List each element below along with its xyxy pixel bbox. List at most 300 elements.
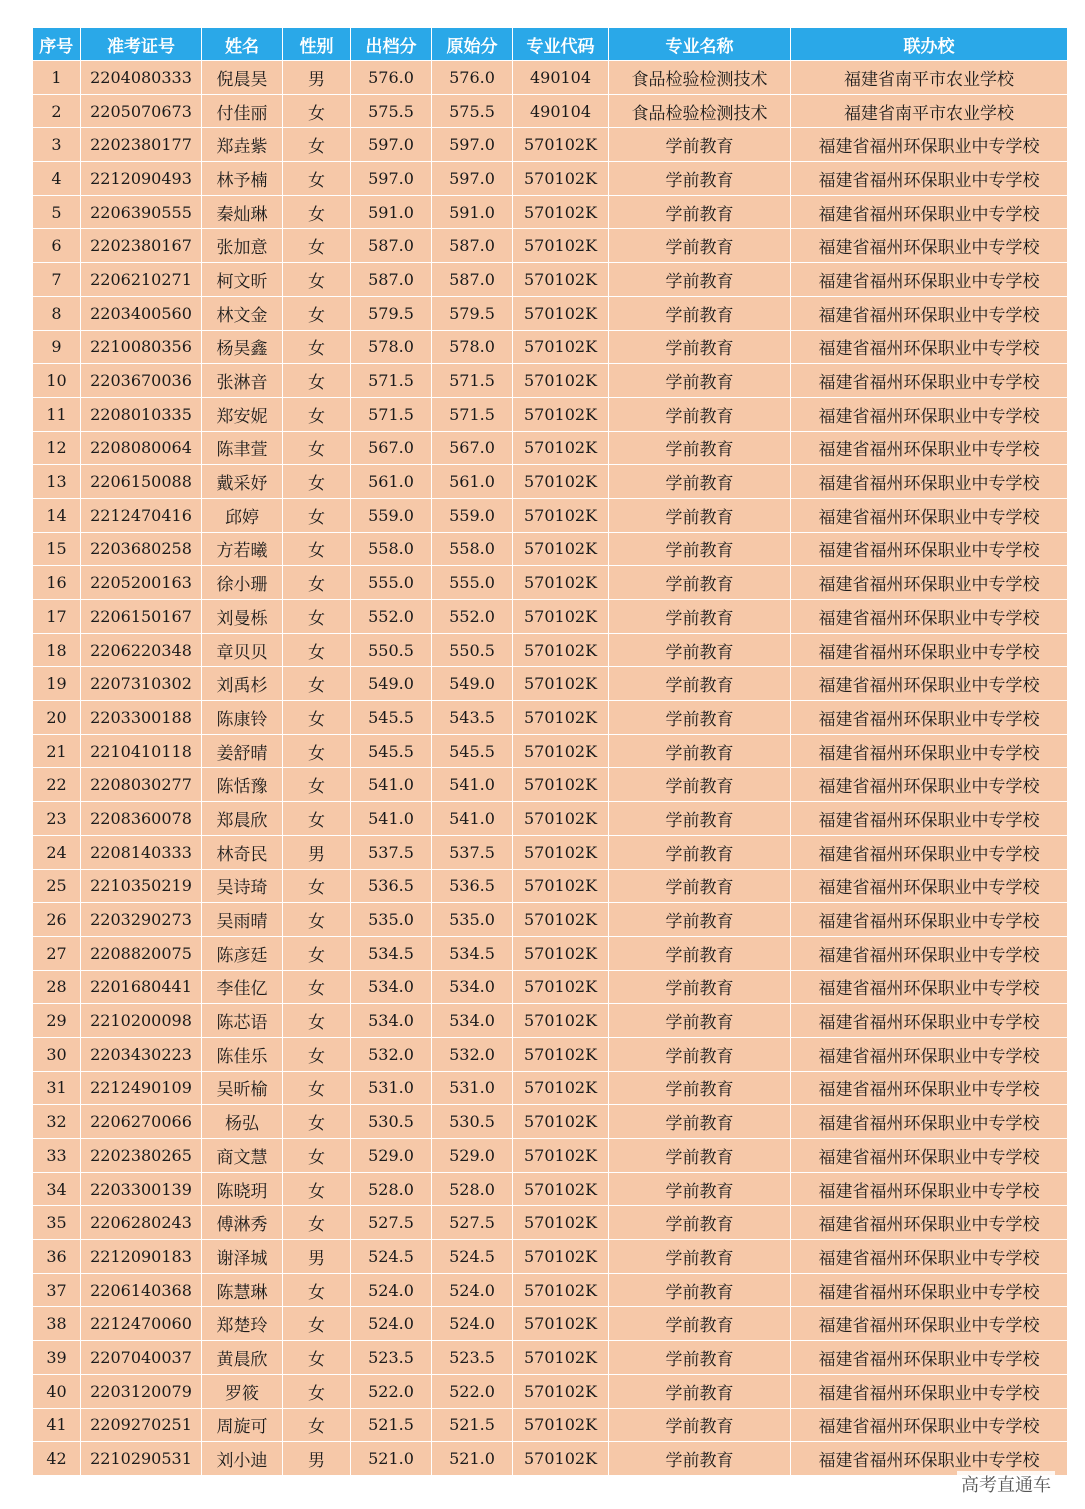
cell-exam-id: 2208080064: [81, 431, 202, 465]
cell-raw-score: 523.5: [432, 1341, 513, 1375]
cell-exam-id: 2208820075: [81, 936, 202, 970]
cell-major: 学前教育: [609, 330, 791, 364]
header-major-code: 专业代码: [513, 28, 609, 61]
header-raw-score: 原始分: [432, 28, 513, 61]
table-body: [33, 61, 1068, 1476]
cell-school: 福建省福州环保职业中专学校: [791, 936, 1068, 970]
cell-gender: 女: [283, 1206, 351, 1240]
cell-raw-score: 576.0: [432, 61, 513, 95]
cell-major-code: 490104: [513, 94, 609, 128]
cell-serial: 19: [33, 667, 81, 701]
cell-name: 郑垚紫: [202, 128, 283, 162]
cell-exam-id: 2202380265: [81, 1139, 202, 1173]
cell-name: 方若曦: [202, 532, 283, 566]
cell-filing-score: 552.0: [351, 600, 432, 634]
cell-serial: 30: [33, 1037, 81, 1071]
cell-serial: 32: [33, 1105, 81, 1139]
table-row: [33, 1408, 1068, 1442]
cell-major-code: 570102K: [513, 667, 609, 701]
cell-major-code: 570102K: [513, 1240, 609, 1274]
cell-school: 福建省福州环保职业中专学校: [791, 229, 1068, 263]
cell-gender: 男: [283, 835, 351, 869]
cell-filing-score: 530.5: [351, 1105, 432, 1139]
cell-name: 杨弘: [202, 1105, 283, 1139]
cell-gender: 女: [283, 431, 351, 465]
cell-filing-score: 571.5: [351, 397, 432, 431]
table-row: [33, 229, 1068, 263]
cell-major-code: 570102K: [513, 1004, 609, 1038]
cell-school: 福建省南平市农业学校: [791, 61, 1068, 95]
cell-school: 福建省福州环保职业中专学校: [791, 263, 1068, 297]
cell-raw-score: 521.5: [432, 1408, 513, 1442]
cell-raw-score: 550.5: [432, 633, 513, 667]
cell-school: 福建省福州环保职业中专学校: [791, 128, 1068, 162]
cell-gender: 女: [283, 566, 351, 600]
cell-serial: 35: [33, 1206, 81, 1240]
cell-filing-score: 527.5: [351, 1206, 432, 1240]
cell-exam-id: 2202380177: [81, 128, 202, 162]
cell-raw-score: 524.5: [432, 1240, 513, 1274]
cell-raw-score: 543.5: [432, 701, 513, 735]
cell-exam-id: 2203430223: [81, 1037, 202, 1071]
cell-major-code: 570102K: [513, 768, 609, 802]
cell-raw-score: 561.0: [432, 465, 513, 499]
cell-exam-id: 2209270251: [81, 1408, 202, 1442]
cell-name: 柯文昕: [202, 263, 283, 297]
cell-raw-score: 555.0: [432, 566, 513, 600]
cell-major-code: 570102K: [513, 970, 609, 1004]
table-row: [33, 600, 1068, 634]
cell-serial: 31: [33, 1071, 81, 1105]
cell-raw-score: 571.5: [432, 397, 513, 431]
cell-filing-score: 578.0: [351, 330, 432, 364]
cell-raw-score: 535.0: [432, 903, 513, 937]
cell-name: 郑安妮: [202, 397, 283, 431]
cell-name: 陈聿萱: [202, 431, 283, 465]
cell-serial: 33: [33, 1139, 81, 1173]
cell-exam-id: 2203300139: [81, 1172, 202, 1206]
table-row: [33, 802, 1068, 836]
cell-exam-id: 2203290273: [81, 903, 202, 937]
cell-exam-id: 2206280243: [81, 1206, 202, 1240]
table-row: [33, 1105, 1068, 1139]
cell-filing-score: 536.5: [351, 869, 432, 903]
table-row: [33, 1442, 1068, 1476]
cell-name: 商文慧: [202, 1139, 283, 1173]
cell-exam-id: 2212470416: [81, 498, 202, 532]
cell-serial: 21: [33, 734, 81, 768]
table-row: [33, 936, 1068, 970]
cell-major: 学前教育: [609, 903, 791, 937]
cell-major: 学前教育: [609, 1273, 791, 1307]
cell-major: 学前教育: [609, 566, 791, 600]
cell-major-code: 570102K: [513, 431, 609, 465]
cell-major-code: 570102K: [513, 1273, 609, 1307]
cell-major: 学前教育: [609, 1172, 791, 1206]
cell-serial: 3: [33, 128, 81, 162]
cell-serial: 12: [33, 431, 81, 465]
cell-school: 福建省福州环保职业中专学校: [791, 802, 1068, 836]
header-major-name: 专业名称: [609, 28, 791, 61]
cell-raw-score: 537.5: [432, 835, 513, 869]
cell-school: 福建省福州环保职业中专学校: [791, 970, 1068, 1004]
cell-school: 福建省福州环保职业中专学校: [791, 532, 1068, 566]
cell-raw-score: 559.0: [432, 498, 513, 532]
cell-major: 学前教育: [609, 195, 791, 229]
cell-name: 吴雨晴: [202, 903, 283, 937]
cell-name: 陈芯语: [202, 1004, 283, 1038]
cell-exam-id: 2203300188: [81, 701, 202, 735]
table-row: [33, 532, 1068, 566]
cell-name: 郑楚玲: [202, 1307, 283, 1341]
cell-serial: 14: [33, 498, 81, 532]
cell-raw-score: 552.0: [432, 600, 513, 634]
header-partner-school: 联办校: [791, 28, 1068, 61]
cell-gender: 女: [283, 701, 351, 735]
cell-school: 福建省福州环保职业中专学校: [791, 1172, 1068, 1206]
table-row: [33, 431, 1068, 465]
cell-major-code: 570102K: [513, 1307, 609, 1341]
cell-raw-score: 529.0: [432, 1139, 513, 1173]
cell-exam-id: 2212090493: [81, 162, 202, 196]
cell-school: 福建省福州环保职业中专学校: [791, 498, 1068, 532]
cell-exam-id: 2207310302: [81, 667, 202, 701]
cell-name: 杨昊鑫: [202, 330, 283, 364]
cell-major: 学前教育: [609, 431, 791, 465]
cell-name: 徐小珊: [202, 566, 283, 600]
cell-major-code: 570102K: [513, 1442, 609, 1476]
header-name: 姓名: [202, 28, 283, 61]
cell-filing-score: 550.5: [351, 633, 432, 667]
cell-school: 福建省福州环保职业中专学校: [791, 1307, 1068, 1341]
cell-name: 罗筱: [202, 1374, 283, 1408]
table-row: [33, 296, 1068, 330]
table-row: [33, 1071, 1068, 1105]
cell-gender: 女: [283, 162, 351, 196]
table-row: [33, 162, 1068, 196]
cell-serial: 37: [33, 1273, 81, 1307]
cell-filing-score: 524.5: [351, 1240, 432, 1274]
cell-school: 福建省福州环保职业中专学校: [791, 701, 1068, 735]
cell-major: 学前教育: [609, 633, 791, 667]
cell-serial: 41: [33, 1408, 81, 1442]
cell-major-code: 570102K: [513, 195, 609, 229]
cell-filing-score: 531.0: [351, 1071, 432, 1105]
cell-gender: 女: [283, 1273, 351, 1307]
cell-major-code: 570102K: [513, 701, 609, 735]
header-row: [33, 28, 1068, 61]
cell-gender: 女: [283, 903, 351, 937]
cell-name: 张淋音: [202, 364, 283, 398]
cell-major-code: 570102K: [513, 397, 609, 431]
cell-serial: 28: [33, 970, 81, 1004]
cell-name: 刘禹杉: [202, 667, 283, 701]
cell-filing-score: 524.0: [351, 1307, 432, 1341]
cell-serial: 17: [33, 600, 81, 634]
cell-exam-id: 2210080356: [81, 330, 202, 364]
cell-exam-id: 2210200098: [81, 1004, 202, 1038]
cell-serial: 9: [33, 330, 81, 364]
cell-major: 学前教育: [609, 1442, 791, 1476]
cell-exam-id: 2212090183: [81, 1240, 202, 1274]
cell-gender: 女: [283, 94, 351, 128]
cell-exam-id: 2212490109: [81, 1071, 202, 1105]
cell-name: 邱婷: [202, 498, 283, 532]
cell-school: 福建省福州环保职业中专学校: [791, 1408, 1068, 1442]
cell-name: 陈恬豫: [202, 768, 283, 802]
cell-raw-score: 587.0: [432, 263, 513, 297]
cell-exam-id: 2208140333: [81, 835, 202, 869]
cell-gender: 女: [283, 667, 351, 701]
cell-major-code: 570102K: [513, 600, 609, 634]
table-row: [33, 633, 1068, 667]
cell-major-code: 570102K: [513, 1374, 609, 1408]
header-exam-id: 准考证号: [81, 28, 202, 61]
cell-major: 学前教育: [609, 263, 791, 297]
cell-gender: 女: [283, 1307, 351, 1341]
cell-raw-score: 541.0: [432, 802, 513, 836]
cell-name: 姜舒晴: [202, 734, 283, 768]
table-row: [33, 195, 1068, 229]
cell-name: 戴采妤: [202, 465, 283, 499]
cell-raw-score: 591.0: [432, 195, 513, 229]
cell-major: 学前教育: [609, 1071, 791, 1105]
table-row: [33, 128, 1068, 162]
cell-name: 陈慧琳: [202, 1273, 283, 1307]
cell-raw-score: 530.5: [432, 1105, 513, 1139]
cell-school: 福建省福州环保职业中专学校: [791, 1442, 1068, 1476]
cell-serial: 36: [33, 1240, 81, 1274]
cell-name: 陈佳乐: [202, 1037, 283, 1071]
cell-serial: 13: [33, 465, 81, 499]
cell-major: 学前教育: [609, 1037, 791, 1071]
cell-major: 学前教育: [609, 397, 791, 431]
cell-exam-id: 2203670036: [81, 364, 202, 398]
cell-major: 学前教育: [609, 364, 791, 398]
cell-gender: 女: [283, 465, 351, 499]
cell-raw-score: 527.5: [432, 1206, 513, 1240]
cell-name: 吴昕榆: [202, 1071, 283, 1105]
cell-exam-id: 2205070673: [81, 94, 202, 128]
admission-table: [32, 28, 1068, 1476]
cell-filing-score: 523.5: [351, 1341, 432, 1375]
cell-school: 福建省福州环保职业中专学校: [791, 1139, 1068, 1173]
cell-raw-score: 549.0: [432, 667, 513, 701]
cell-school: 福建省福州环保职业中专学校: [791, 734, 1068, 768]
cell-major-code: 570102K: [513, 364, 609, 398]
cell-raw-score: 578.0: [432, 330, 513, 364]
cell-gender: 男: [283, 1442, 351, 1476]
table-row: [33, 1037, 1068, 1071]
cell-raw-score: 579.5: [432, 296, 513, 330]
cell-serial: 39: [33, 1341, 81, 1375]
cell-exam-id: 2206270066: [81, 1105, 202, 1139]
cell-exam-id: 2212470060: [81, 1307, 202, 1341]
table-row: [33, 970, 1068, 1004]
cell-gender: 女: [283, 1139, 351, 1173]
cell-serial: 10: [33, 364, 81, 398]
cell-major-code: 570102K: [513, 465, 609, 499]
cell-exam-id: 2203680258: [81, 532, 202, 566]
cell-serial: 22: [33, 768, 81, 802]
cell-filing-score: 576.0: [351, 61, 432, 95]
cell-major-code: 570102K: [513, 1206, 609, 1240]
cell-filing-score: 537.5: [351, 835, 432, 869]
cell-serial: 2: [33, 94, 81, 128]
cell-filing-score: 559.0: [351, 498, 432, 532]
cell-filing-score: 541.0: [351, 768, 432, 802]
cell-gender: 女: [283, 1408, 351, 1442]
table-row: [33, 61, 1068, 95]
cell-major: 学前教育: [609, 1374, 791, 1408]
cell-school: 福建省福州环保职业中专学校: [791, 835, 1068, 869]
cell-filing-score: 541.0: [351, 802, 432, 836]
table-row: [33, 465, 1068, 499]
cell-filing-score: 522.0: [351, 1374, 432, 1408]
cell-filing-score: 571.5: [351, 364, 432, 398]
cell-serial: 5: [33, 195, 81, 229]
cell-exam-id: 2206150167: [81, 600, 202, 634]
cell-raw-score: 567.0: [432, 431, 513, 465]
cell-gender: 女: [283, 498, 351, 532]
table-row: [33, 768, 1068, 802]
cell-school: 福建省福州环保职业中专学校: [791, 1374, 1068, 1408]
cell-serial: 42: [33, 1442, 81, 1476]
cell-gender: 女: [283, 397, 351, 431]
cell-major-code: 570102K: [513, 869, 609, 903]
cell-major: 学前教育: [609, 1105, 791, 1139]
cell-filing-score: 532.0: [351, 1037, 432, 1071]
cell-major-code: 570102K: [513, 734, 609, 768]
cell-major-code: 570102K: [513, 566, 609, 600]
cell-major: 学前教育: [609, 128, 791, 162]
cell-major-code: 570102K: [513, 633, 609, 667]
cell-name: 郑晨欣: [202, 802, 283, 836]
cell-name: 黄晨欣: [202, 1341, 283, 1375]
cell-school: 福建省福州环保职业中专学校: [791, 1004, 1068, 1038]
cell-filing-score: 587.0: [351, 263, 432, 297]
cell-filing-score: 549.0: [351, 667, 432, 701]
cell-gender: 女: [283, 1105, 351, 1139]
cell-major: 学前教育: [609, 936, 791, 970]
cell-gender: 女: [283, 1037, 351, 1071]
table-row: [33, 667, 1068, 701]
cell-serial: 40: [33, 1374, 81, 1408]
cell-gender: 男: [283, 61, 351, 95]
cell-exam-id: 2206150088: [81, 465, 202, 499]
cell-major-code: 570102K: [513, 162, 609, 196]
cell-name: 周旋可: [202, 1408, 283, 1442]
cell-name: 张加意: [202, 229, 283, 263]
cell-serial: 18: [33, 633, 81, 667]
cell-major: 学前教育: [609, 701, 791, 735]
table-row: [33, 1273, 1068, 1307]
cell-serial: 27: [33, 936, 81, 970]
cell-filing-score: 597.0: [351, 128, 432, 162]
cell-major: 学前教育: [609, 667, 791, 701]
cell-exam-id: 2210410118: [81, 734, 202, 768]
cell-serial: 26: [33, 903, 81, 937]
cell-major-code: 570102K: [513, 263, 609, 297]
cell-filing-score: 591.0: [351, 195, 432, 229]
cell-major: 学前教育: [609, 1139, 791, 1173]
cell-serial: 34: [33, 1172, 81, 1206]
cell-major-code: 570102K: [513, 903, 609, 937]
cell-major: 学前教育: [609, 1408, 791, 1442]
table-row: [33, 364, 1068, 398]
cell-major: 学前教育: [609, 768, 791, 802]
cell-raw-score: 558.0: [432, 532, 513, 566]
cell-school: 福建省福州环保职业中专学校: [791, 330, 1068, 364]
cell-filing-score: 534.5: [351, 936, 432, 970]
cell-exam-id: 2205200163: [81, 566, 202, 600]
cell-exam-id: 2208030277: [81, 768, 202, 802]
cell-serial: 7: [33, 263, 81, 297]
cell-gender: 女: [283, 1172, 351, 1206]
cell-raw-score: 541.0: [432, 768, 513, 802]
cell-exam-id: 2202380167: [81, 229, 202, 263]
cell-major-code: 570102K: [513, 936, 609, 970]
table-row: [33, 1374, 1068, 1408]
cell-serial: 23: [33, 802, 81, 836]
cell-major: 学前教育: [609, 1240, 791, 1274]
cell-gender: 女: [283, 869, 351, 903]
cell-filing-score: 534.0: [351, 1004, 432, 1038]
cell-major: 学前教育: [609, 802, 791, 836]
cell-exam-id: 2207040037: [81, 1341, 202, 1375]
cell-raw-score: 597.0: [432, 128, 513, 162]
cell-filing-score: 579.5: [351, 296, 432, 330]
table-row: [33, 1004, 1068, 1038]
table-row: [33, 1139, 1068, 1173]
cell-exam-id: 2203120079: [81, 1374, 202, 1408]
cell-gender: 女: [283, 1071, 351, 1105]
cell-exam-id: 2208360078: [81, 802, 202, 836]
cell-major-code: 570102K: [513, 229, 609, 263]
cell-major-code: 570102K: [513, 835, 609, 869]
cell-serial: 11: [33, 397, 81, 431]
cell-filing-score: 529.0: [351, 1139, 432, 1173]
watermark: 高考直通车: [957, 1471, 1055, 1497]
table-row: [33, 701, 1068, 735]
cell-raw-score: 531.0: [432, 1071, 513, 1105]
cell-gender: 女: [283, 229, 351, 263]
cell-major: 学前教育: [609, 229, 791, 263]
cell-exam-id: 2204080333: [81, 61, 202, 95]
cell-major: 学前教育: [609, 162, 791, 196]
table-row: [33, 498, 1068, 532]
cell-filing-score: 528.0: [351, 1172, 432, 1206]
table-row: [33, 566, 1068, 600]
cell-major-code: 570102K: [513, 1408, 609, 1442]
cell-name: 傅淋秀: [202, 1206, 283, 1240]
cell-serial: 20: [33, 701, 81, 735]
cell-name: 林予楠: [202, 162, 283, 196]
cell-major-code: 570102K: [513, 128, 609, 162]
cell-major-code: 570102K: [513, 532, 609, 566]
cell-filing-score: 535.0: [351, 903, 432, 937]
cell-gender: 女: [283, 128, 351, 162]
table-row: [33, 1240, 1068, 1274]
cell-serial: 16: [33, 566, 81, 600]
cell-school: 福建省福州环保职业中专学校: [791, 1071, 1068, 1105]
cell-filing-score: 555.0: [351, 566, 432, 600]
cell-major-code: 570102K: [513, 802, 609, 836]
cell-major-code: 570102K: [513, 1037, 609, 1071]
cell-filing-score: 575.5: [351, 94, 432, 128]
cell-school: 福建省福州环保职业中专学校: [791, 195, 1068, 229]
cell-filing-score: 521.5: [351, 1408, 432, 1442]
